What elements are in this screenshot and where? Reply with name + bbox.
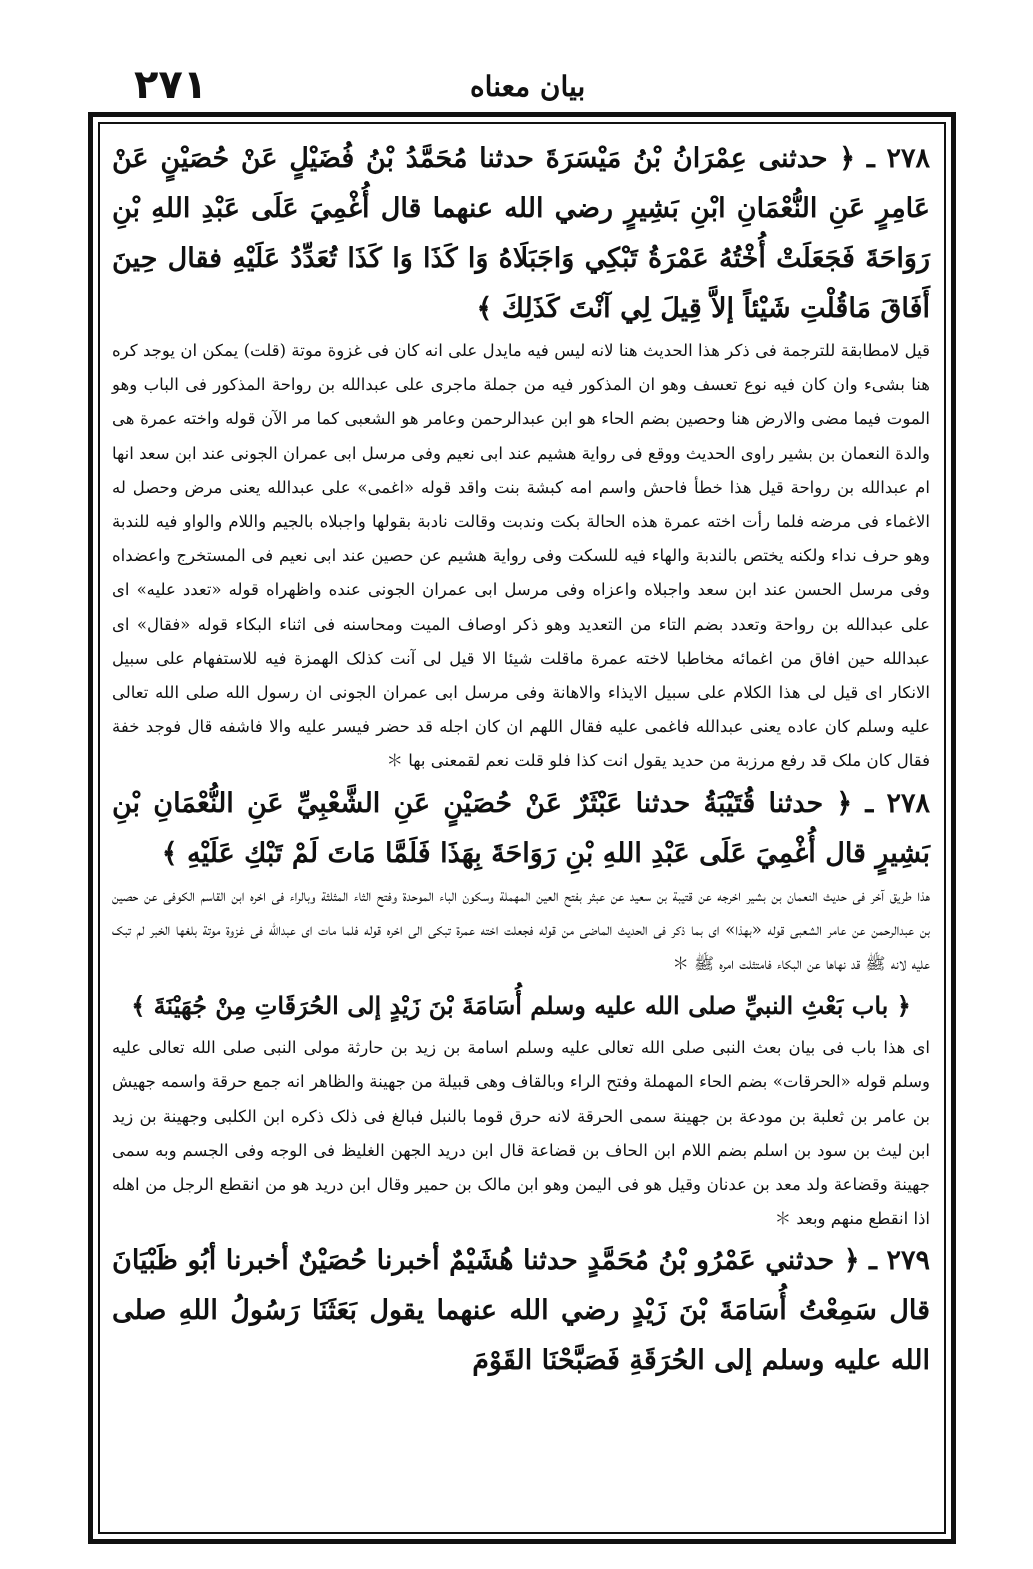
commentary-278b: هذا طریق آخر فی حدیث النعمان بن بشیر اخرجه عن قتیبة بن سعید عن عبثر بفتح العین المهملة وسکون الباء الموحدة وفتح الثاء المثلثة وبالراء فی اخره ابن القاسم الکوفی عن حصین بن عبدالرحمن عن عامر الشعبی قوله «بهذا» ای بما ذکر فی الحدیث الماضی من قوله فجعلت اخته عمرة تبکی الی اخره قوله فلما مات ای عبدالله فی غزوة موتة بلغها الخبر لم تبک علیه لانه ﷺ قد نهاها عن البکاء فامتثلت امره ﷺ ＊ bbox=[112, 885, 930, 974]
chapter-heading: ﴿ باب بَعْثِ النبيِّ صلى الله عليه وسلم أُسَامَةَ بْنَ زَيْدٍ إلى الحُرَقَاتِ مِنْ جُهَيْنَةَ ﴾ bbox=[131, 991, 911, 1021]
commentary-278: قیل لامطابقة للترجمة فی ذکر هذا الحدیث هنا لانه لیس فیه مایدل علی انه کان فی غزوة موتة (قلت) یمکن ان یوجد کره هنا بشیء وان کان فیه نوع تعسف وهو ان المذکور فیه من جملة ماجری علی عبدالله بن رواحة المذکور فی الباب وهو الموت فیما مضی والارض هنا وحصین بضم الحاء هو ابن عبدالرحمن وعامر هو الشعبی کما مر الآن قوله واخته عمرة هی والدة النعمان بن بشیر راوی الحدیث ووقع فی روایة هشیم عند ابی نعیم وفی مرسل ابی عمران الجونی عند ابن سعد انها ام عبدالله بن رواحة قیل هذا خطأ فاحش واسم امه کبشة بنت واقد قوله «اغمی» علی عبدالله یعنی مرض وحصل له الاغماء فی مرضه فلما رأت اخته عمرة هذه الحالة بکت وندبت وقالت نادبة بقولها واجبلاه بالجیم واللام والواو فیه للندبة وهو حرف نداء ولکنه یختص بالندبة والهاء فیه للسکت وفی روایة هشیم عن حصین عند ابی نعیم فی المستخرج واعضداه وفی مرسل الحسن عند ابن سعد واجبلاه واعزاه وفی مرسل ابی عمران الجونی عنده واظهراه قوله «تعدد علیه» ای علی عبدالله بن رواحة وتعدد بضم التاء من التعدید وهو ذکر اوصاف المیت ومحاسنه فی اثناء البکاء قوله «فقال» ای عبدالله حین افاق من اغمائه مخاطبا لاخته عمرة ماقلت شیئا الا قیل لی آنت کذلک الهمزة فیه للاستفهام علی سبیل الانکار ای قیل لی هذا الکلام علی سبیل الایذاء والاهانة وفی مرسل ابی عمران الجونی ان رسول الله صلی الله تعالی علیه وسلم کان عاده یعنی عبدالله فاغمی علیه فقال اللهم ان کان اجله قد حضر فیسر علیه والا فاشفه قال فوجد خفة فقال کان ملک قد رفع مرزبة من حدید یقول انت کذا فلو قلت نعم لقمعنی بها ＊ bbox=[112, 341, 930, 771]
running-title: بیان معناه bbox=[470, 70, 586, 103]
commentary-chapter: ای هذا باب فی بیان بعث النبی صلی الله تعالی علیه وسلم اسامة بن زید بن حارثة مولی النبی صلی الله تعالی علیه وسلم قوله «الحرقات» بضم الحاء المهملة وفتح الراء وبالقاف وهی قبیلة من جهینة والظاهر انه جمع حرقة واسمه جهیش بن عامر بن ثعلبة بن مودعة بن جهینة سمی الحرقة لانه حرق قوما بالنبل فبالغ فی ذلک ذکره ابن الکلبی وجهینة بن زید ابن لیث بن سود بن اسلم بضم اللام ابن الحاف بن قضاعة قال ابن درید الجهن الغلیظ فی الوجه وفی الجسم وبه سمی جهینة وقضاعة ولد معد بن عدنان وقیل هو فی الیمن وهو ابن مالک بن حمیر وقال ابن درید هو من انقطع الرجل من اهله اذا انقطع منهم وبعد ＊ bbox=[112, 1038, 930, 1229]
page-header bbox=[90, 62, 950, 114]
hadith-279-text: ٢٧٩ ـ ﴿ حدثني عَمْرُو بْنُ مُحَمَّدٍ حدثنا هُشَيْمٌ أخبرنا حُصَيْنٌ أخبرنا أبُو ظَبْيَانَ قال سَمِعْتُ أُسَامَةَ بْنَ زَيْدٍ رضي الله عنهما يقول بَعَثَنَا رَسُولُ اللهِ صلى الله عليه وسلم إلى الحُرَقَةِ فَصَبَّحْنَا القَوْمَ bbox=[112, 1245, 930, 1377]
hadith-278-text: ٢٧٨ ـ ﴿ حدثنی عِمْرَانُ بْنُ مَيْسَرَةَ حدثنا مُحَمَّدُ بْنُ فُضَيْلٍ عَنْ حُصَيْنٍ عَنْ عَامِرٍ عَنِ النُّعْمَانِ ابْنِ بَشِيرٍ رضي الله عنهما قال أُغْمِيَ عَلَى عَبْدِ اللهِ بْنِ رَوَاحَةَ فَجَعَلَتْ أُخْتُهُ عَمْرَةُ تَبْكِي وَاجَبَلَاهُ وَا كَذَا وَا كَذَا تُعَدِّدُ عَلَيْهِ فقال حِينَ أَفَاقَ مَاقُلْتِ شَيْئاً إلاَّ قِيلَ لِي آنْتَ كَذَلِكَ ﴾ bbox=[112, 143, 930, 324]
page-body bbox=[108, 134, 934, 1526]
page-number: ٢٧١ bbox=[134, 62, 208, 108]
hadith-278b-text: ٢٧٨ ـ ﴿ حدثنا قُتَيْبَةُ حدثنا عَبْثَرٌ عَنْ حُصَيْنٍ عَنِ الشَّعْبِيِّ عَنِ النُّعْمَانِ بْنِ بَشِيرٍ قال أُغْمِيَ عَلَى عَبْدِ اللهِ بْنِ رَوَاحَةَ بِهَذَا فَلَمَّا مَاتَ لَمْ تَبْكِ عَلَيْهِ ﴾ bbox=[112, 787, 930, 869]
